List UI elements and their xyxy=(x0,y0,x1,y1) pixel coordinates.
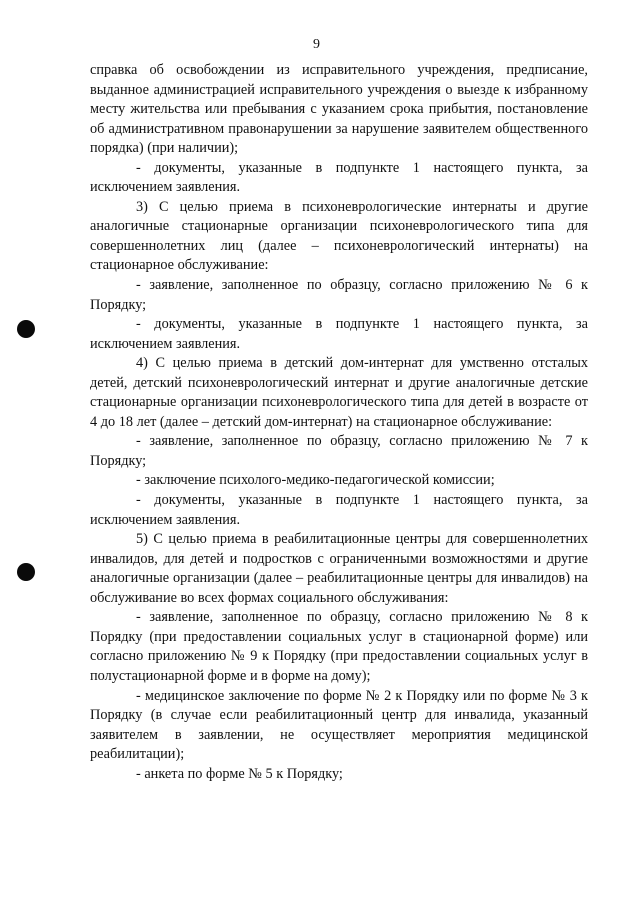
subpoint-5: 5) С целью приема в реабилитационные центры для совершеннолетних инвалидов, для детей и подростков с ограниченными возможностями и другие аналогичные организации (далее – реабилитационные центры для инвалидов) на обслуживание во всех формах социального обслуживания: xyxy=(90,531,588,606)
list-item-application-6: - заявление, заполненное по образцу, согласно приложению № 6 к Порядку; xyxy=(90,277,588,313)
paragraph-continuation: справка об освобождении из исправительного учреждения, предписание, выданное администрацией исправительного учреждения о выезде к избранному месту жительства или пребывания с указанием срока прибытия, постановление об административном правонарушении за нарушение заявителем общественного порядка) (при наличии); xyxy=(90,62,588,157)
punch-hole-bottom xyxy=(17,563,35,581)
list-item-application-7: - заявление, заполненное по образцу, согласно приложению № 7 к Порядку; xyxy=(90,433,588,469)
page-number: 9 xyxy=(313,37,320,52)
list-item-medical-conclusion: - медицинское заключение по форме № 2 к Порядку или по форме № 3 к Порядку (в случае если реабилитационный центр для инвалида, указанный заявителем в заявлении, не осуществляет мероприятия медицинской реабилитации); xyxy=(90,687,588,763)
punch-hole-top xyxy=(17,320,35,338)
list-item-documents-1: - документы, указанные в подпункте 1 настоящего пункта, за исключением заявления. xyxy=(90,159,588,196)
list-item-application-8-9: - заявление, заполненное по образцу, согласно приложению № 8 к Порядку (при предоставлении социальных услуг в стационарной форме) или согласно приложению № 9 к Порядку (при предоставлении социальных услуг в полустационарной форме и в форме на дому); xyxy=(90,609,588,684)
list-item-documents-2: - документы, указанные в подпункте 1 настоящего пункта, за исключением заявления. xyxy=(90,316,588,352)
list-item-questionnaire: - анкета по форме № 5 к Порядку; xyxy=(136,765,343,782)
list-item-commission-conclusion: - заключение психолого-медико-педагогической комиссии; xyxy=(136,472,495,489)
document-body xyxy=(90,61,588,784)
subpoint-4: 4) С целью приема в детский дом-интернат для умственно отсталых детей, детский психоневрологический интернат и другие аналогичные детские стационарные организации психоневрологического типа для детей в возрасте от 4 до 18 лет (далее – детский дом-интернат) на стационарное обслуживание: xyxy=(90,355,588,430)
list-item-documents-3: - документы, указанные в подпункте 1 настоящего пункта, за исключением заявления. xyxy=(90,492,588,528)
subpoint-3: 3) С целью приема в психоневрологические интернаты и другие аналогичные стационарные организации психоневрологического типа для совершеннолетних лиц (далее – психоневрологический интернаты) на стационарное обслуживание: xyxy=(90,198,588,274)
